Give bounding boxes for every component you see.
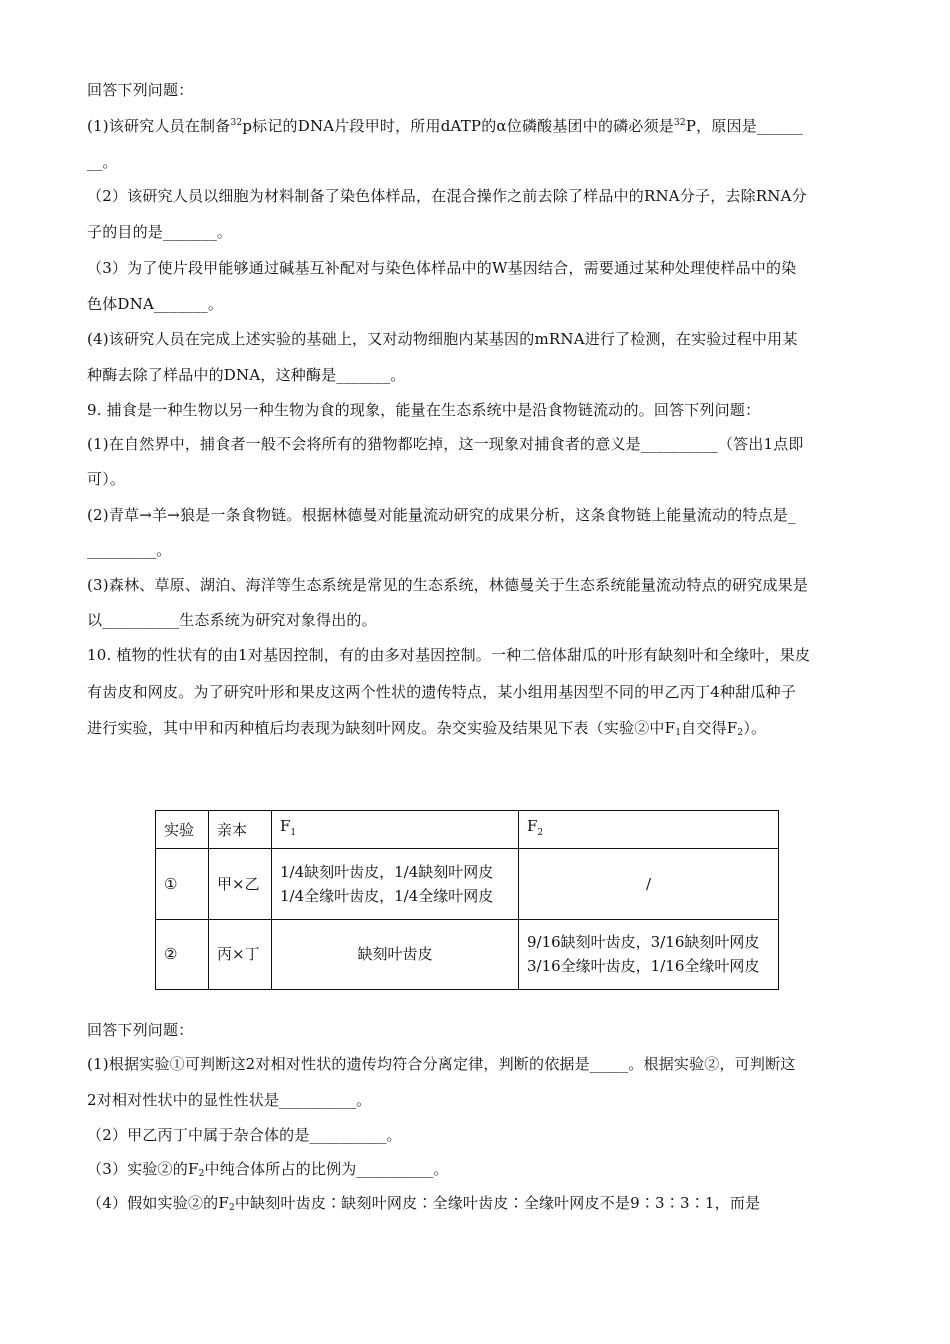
q10-ask-label: 回答下列问题： [87,1021,194,1039]
row2-parents: 丙×丁 [209,919,272,989]
header-experiment: 实验 [156,811,209,849]
q9-stem: 9. 捕食是一种生物以另一种生物为食的现象，能量在生态系统中是沿食物链流动的。回答下列问题： [87,401,761,419]
q8-part1-line2: __。 [87,153,118,171]
q10-stem-line2: 有齿皮和网皮。为了研究叶形和果皮这两个性状的遗传特点，某小组用基因型不同的甲乙丙丁4种甜瓜种子 [87,683,796,701]
header-f1: $F_1$ [272,811,519,849]
q10-part2: （2）甲乙丙丁中属于杂合体的是__________。 [87,1126,402,1144]
q9-part1-line1: (1)在自然界中，捕食者一般不会将所有的猎物都吃掉，这一现象对捕食者的意义是__________（答出1点即 [87,435,804,453]
q9-part3-line2: 以__________生态系统为研究对象得出的。 [87,611,377,629]
q8-part2-line2: 子的目的是_______。 [87,223,233,241]
q8-part2-line1: （2）该研究人员以细胞为材料制备了染色体样品，在混合操作之前去除了样品中的RNA分子，去除RNA分 [87,187,807,205]
q9-part1-line2: 可）。 [87,470,126,488]
q10-stem-line3: 进行实验，其中甲和丙种植后均表现为缺刻叶网皮。杂交实验及结果见下表（实验②中$F_1$自交得$F_2$）。 [87,719,767,738]
row1-f1 [272,849,519,919]
row1-f2: / [519,849,779,919]
q9-part3-line1: (3)森林、草原、湖泊、海洋等生态系统是常见的生态系统，林德曼关于生态系统能量流动特点的研究成果是 [87,576,809,594]
row2-f1: 缺刻叶齿皮 [272,919,519,989]
row1-f1-line2: 1/4全缘叶齿皮，1/4全缘叶网皮 [280,886,494,905]
table-row [156,849,779,919]
q8-part3-line2: 色体DNA_______。 [87,295,224,313]
q8-part4-line2: 种酶去除了样品中的DNA，这种酶是_______。 [87,366,406,384]
q8-part4-line1: (4)该研究人员在完成上述实验的基础上，又对动物细胞内某基因的mRNA进行了检测，在实验过程中用某 [87,330,798,348]
q10-part4: （4）假如实验②的$F_2$中缺刻叶齿皮∶缺刻叶网皮∶全缘叶齿皮∶全缘叶网皮不是9∶3∶3∶1，而是 [87,1194,761,1213]
intro-label: 回答下列问题： [87,81,194,99]
header-parents: 亲本 [209,811,272,849]
q8-part3-line1: （3）为了使片段甲能够通过碱基互补配对与染色体样品中的W基因结合，需要通过某种处理使样品中的染 [87,259,797,277]
row2-f2-line2: 3/16全缘叶齿皮，1/16全缘叶网皮 [527,957,760,976]
table-row [156,919,779,989]
q10-part1-line1: (1)根据实验①可判断这2对相对性状的遗传均符合分离定律，判断的依据是_____。根据实验②，可判断这 [87,1055,796,1073]
q9-part2-line1: (2)青草→羊→狼是一条食物链。根据林德曼对能量流动研究的成果分析，这条食物链上能量流动的特点是_ [87,506,796,524]
q9-part2-line2: _________。 [87,541,172,559]
header-f2: $F_2$ [519,811,779,849]
row2-f2 [519,919,779,989]
row2-experiment: ② [156,919,209,989]
row1-f1-line1: 1/4缺刻叶齿皮，1/4缺刻叶网皮 [280,862,494,881]
row2-f2-line1: 9/16缺刻叶齿皮，3/16缺刻叶网皮 [527,933,760,952]
experiment-table [155,810,779,990]
q10-part1-line2: 2对相对性状中的显性性状是__________。 [87,1091,372,1109]
row1-experiment: ① [156,849,209,919]
row1-parents: 甲×乙 [209,849,272,919]
q10-part3: （3）实验②的$F_2$中纯合体所占的比例为__________。 [87,1160,449,1179]
table-header-row [156,811,779,849]
q10-stem-line1: 10. 植物的性状有的由1对基因控制，有的由多对基因控制。一种二倍体甜瓜的叶形有缺刻叶和全缘叶，果皮 [87,646,811,664]
q8-part1-line1: (1)该研究人员在制备$^{32}$p标记的DNA片段甲时，所用dATP的α位磷酸基团中的磷必须是$^{32}$P，原因是______ [87,117,804,135]
